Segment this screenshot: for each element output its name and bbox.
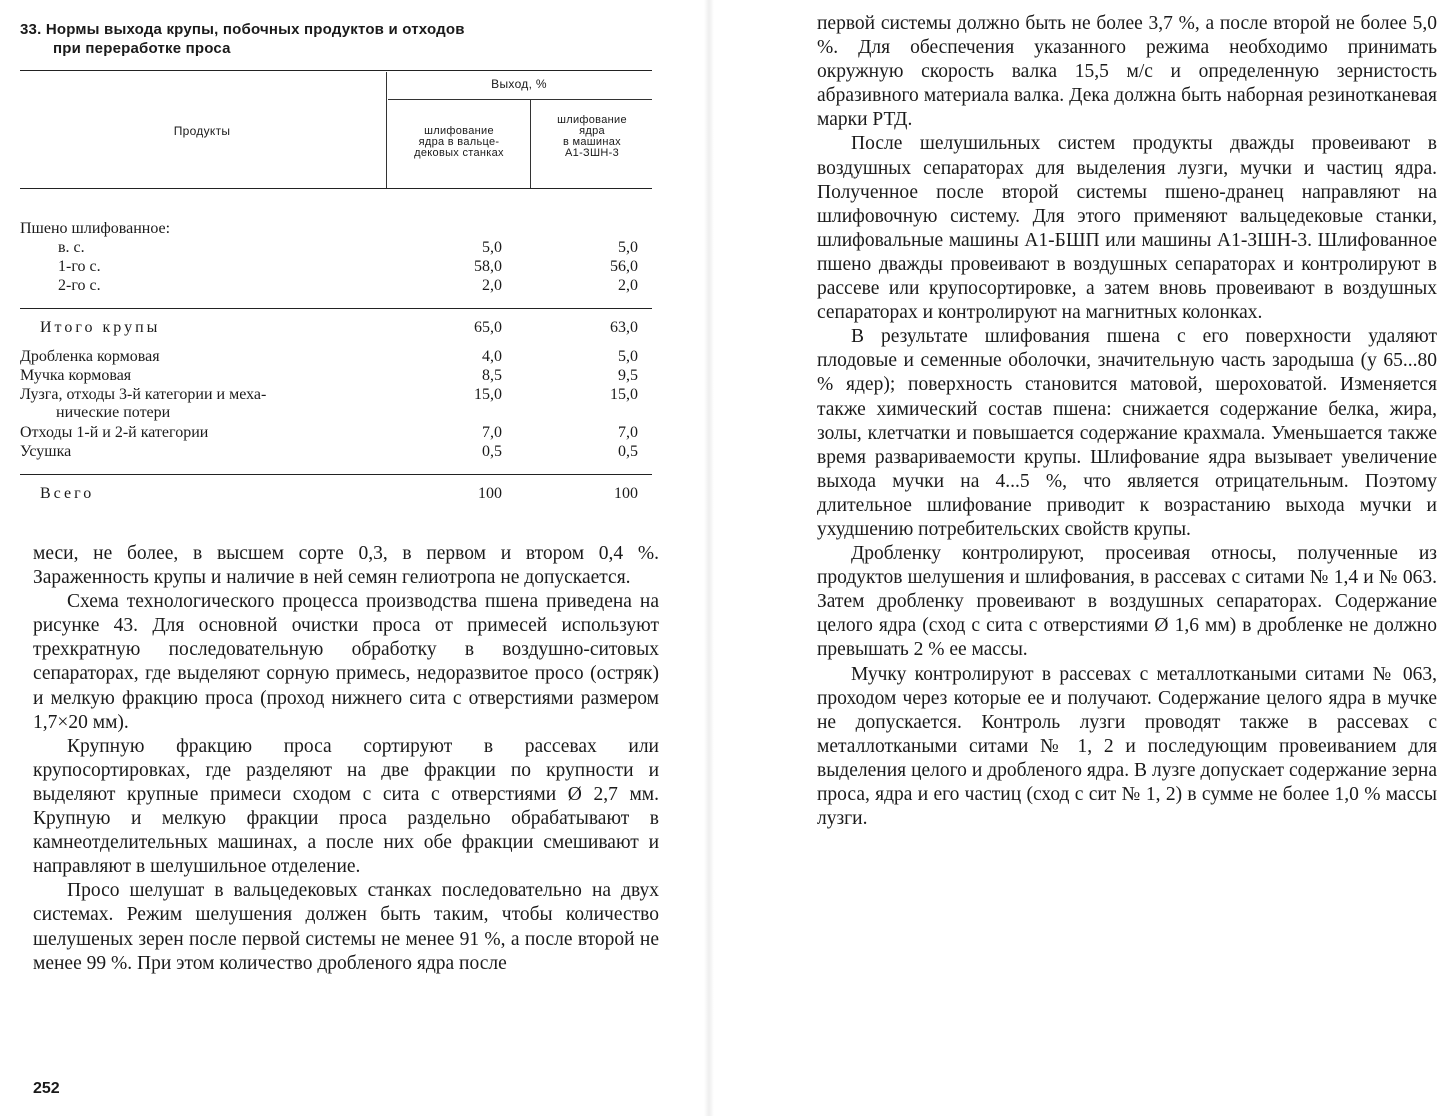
paragraph: Схема технологического процесса производства пшена приведена на рисунке 43. Для основной очистки проса от примесей используют трехкратную последовательную обработку в воздушно-ситовых сепараторах, где выделяют сорную примесь, недоразвитое просо (остряк) и мелкую фракцию проса (проход нижнего сита с отверстиями размером 1,7×20 мм). bbox=[33, 591, 659, 733]
paragraph: Крупную фракцию проса сортируют в рассевах или крупосортировках, где разделяют на две фракции по крупности и выделяют крупные примеси сходом с сита с отверстиями Ø 2,7 мм. Крупную и мелкую фракции проса раздельно обрабатывают в камнеотделительных машинах, а после них обе фракции смешивают и направляют в шелушильное отделение. bbox=[33, 735, 659, 878]
header-products: Продукты bbox=[173, 124, 231, 138]
row-value-col1: 5,0 bbox=[482, 239, 502, 256]
table-row bbox=[20, 257, 652, 277]
table-header-rule bbox=[20, 188, 652, 189]
book-gutter bbox=[704, 0, 714, 1116]
header-col2 bbox=[532, 115, 652, 159]
table-title-line2: при переработке проса bbox=[53, 40, 231, 57]
table-row-subtotal bbox=[20, 318, 652, 338]
total-label: Всего bbox=[40, 485, 95, 502]
subtotal-label: Итого крупы bbox=[40, 319, 161, 336]
row-value-col2: 0,5 bbox=[618, 443, 638, 460]
table-row bbox=[20, 238, 652, 258]
row-value-col2: 7,0 bbox=[618, 424, 638, 441]
table-title-line1: 33. Нормы выхода крупы, побочных продуктов и отходов bbox=[20, 21, 465, 38]
row-value-col2: 63,0 bbox=[610, 319, 638, 336]
header-subrule bbox=[388, 99, 652, 100]
subtotal-rule bbox=[20, 308, 652, 309]
header-col2-line: ядра bbox=[579, 125, 605, 137]
right-page bbox=[720, 0, 1442, 1116]
table-title bbox=[20, 20, 660, 58]
left-page bbox=[0, 0, 700, 1116]
page-number: 252 bbox=[33, 1080, 60, 1097]
row-label: Дробленка кормовая bbox=[20, 348, 160, 365]
table-row bbox=[20, 423, 652, 443]
header-col2-line: шлифование bbox=[557, 114, 627, 126]
row-label: Лузга, отходы 3-й категории и меха- bbox=[20, 386, 267, 403]
paragraph: первой системы должно быть не более 3,7 %, а после второй не более 5,0 %. Для обеспечения указанного режима необходимо принимать окружную скорость валка 15,5 м/с и определенную зернистость абразивного материала валка. Дека должна быть наборная резинотканевая марки РТД. bbox=[817, 13, 1437, 131]
paragraph: Просо шелушат в вальцедековых станках последовательно на двух системах. Режим шелушения должен быть таким, чтобы количество шелушеных зерен после первой системы не менее 91 %, а после второй не менее 99 %. При этом количество дробленого ядра после bbox=[33, 880, 659, 974]
row-value-col1: 8,5 bbox=[482, 367, 502, 384]
header-col1 bbox=[388, 126, 530, 159]
row-value-col1: 100 bbox=[478, 485, 502, 502]
table-row bbox=[20, 347, 652, 367]
total-rule bbox=[20, 474, 652, 475]
row-value-col1: 0,5 bbox=[482, 443, 502, 460]
table-row bbox=[20, 366, 652, 386]
row-label: Мучка кормовая bbox=[20, 367, 132, 384]
row-value-col1: 58,0 bbox=[474, 258, 502, 275]
table-row bbox=[20, 276, 652, 296]
left-body-text bbox=[33, 542, 659, 976]
header-col2-line: в машинах bbox=[563, 136, 621, 148]
row-label-continuation: нические потери bbox=[56, 404, 171, 421]
row-label: 1-го с. bbox=[58, 258, 101, 275]
row-value-col2: 9,5 bbox=[618, 367, 638, 384]
header-divider-2 bbox=[530, 100, 531, 188]
row-value-col2: 2,0 bbox=[618, 277, 638, 294]
header-col1-line: шлифование bbox=[424, 125, 494, 137]
row-value-col1: 15,0 bbox=[474, 386, 502, 403]
right-body-text bbox=[817, 12, 1437, 831]
row-value-col2: 100 bbox=[614, 485, 638, 502]
row-label: 2-го с. bbox=[58, 277, 101, 294]
group-label: Пшено шлифованное: bbox=[20, 220, 171, 237]
row-label: в. с. bbox=[58, 239, 85, 256]
table-row bbox=[20, 442, 652, 462]
row-value-col1: 65,0 bbox=[474, 319, 502, 336]
paragraph: После шелушильных систем продукты дважды провеивают в воздушных сепараторах для выделения лузги, мучки и частиц ядра. Полученное после второй системы пшено-дранец направляют на шлифовочную систему. Для этого применяют вальцедековые станки, шлифовальные машины А1-БШП или машины А1-ЗШН-3. Шлифованное пшено дважды провеивают в воздушных сепараторах и контролируют в рассеве или крупосортировке, а затем вновь провеивают в воздушных сепараторах и контролируют на магнитных колонках. bbox=[817, 133, 1437, 324]
table-row-total bbox=[20, 484, 652, 504]
header-output: Выход, % bbox=[491, 77, 547, 91]
paragraph: В результате шлифования пшена с его поверхности удаляют плодовые и семенные оболочки, значительную часть зародыша (у 65...80 % ядер); поверхность становится матовой, шероховатой. Изменяется также химический состав пшена: снижается содержание белка, жира, золы, клетчатки и повышается содержание крахмала. Уменьшается также время развариваемости крупы. Шлифование ядра вызывает увеличение выхода мучки на 4...5 %, что является отрицательным. Поэтому длительное шлифование приводит к возрастанию выхода мучки и ухудшению потребительских свойств крупы. bbox=[817, 326, 1437, 540]
paragraph: Дробленку контролируют, просеивая относы, полученные из продуктов шелушения и шлифования, в рассевах с ситами № 1,4 и № 063. Затем дробленку провеивают в воздушных сепараторах. Содержание целого ядра (сход с сита с отверстиями Ø 1,6 мм) в дробленке не должно превышать 2 % ее массы. bbox=[817, 543, 1437, 661]
row-value-col1: 7,0 bbox=[482, 424, 502, 441]
paragraph: Мучку контролируют в рассевах с металлоткаными ситами № 063, проходом через которые ее и получают. Содержание целого ядра в мучке не допускается. Контроль лузги проводят также в рассевах с металлоткаными ситами № 1, 2 и последующим провеиванием для выделения целого и дробленого ядра. В лузге допускает содержание зерна проса, ядра и его частиц (сход с сит № 1, 2) в сумме не более 1,0 % массы лузги. bbox=[817, 663, 1437, 830]
header-col1-line: ядра в вальце- bbox=[418, 136, 500, 148]
header-divider-1 bbox=[386, 72, 387, 188]
table-group-label bbox=[20, 219, 652, 239]
row-value-col2: 56,0 bbox=[610, 258, 638, 275]
row-value-col2: 5,0 bbox=[618, 348, 638, 365]
table-row-continuation bbox=[20, 403, 652, 423]
row-label: Усушка bbox=[20, 443, 72, 460]
row-value-col1: 4,0 bbox=[482, 348, 502, 365]
row-label: Отходы 1-й и 2-й категории bbox=[20, 424, 209, 441]
row-value-col1: 2,0 bbox=[482, 277, 502, 294]
header-col1-line: дековых станках bbox=[414, 147, 504, 159]
row-value-col2: 5,0 bbox=[618, 239, 638, 256]
table-top-rule bbox=[20, 70, 652, 71]
row-value-col2: 15,0 bbox=[610, 386, 638, 403]
paragraph: меси, не более, в высшем сорте 0,3, в первом и втором 0,4 %. Зараженность крупы и наличие в ней семян гелиотропа не допускается. bbox=[33, 543, 659, 589]
header-col2-line: А1-ЗШН-3 bbox=[565, 147, 619, 159]
table-row bbox=[20, 385, 652, 405]
